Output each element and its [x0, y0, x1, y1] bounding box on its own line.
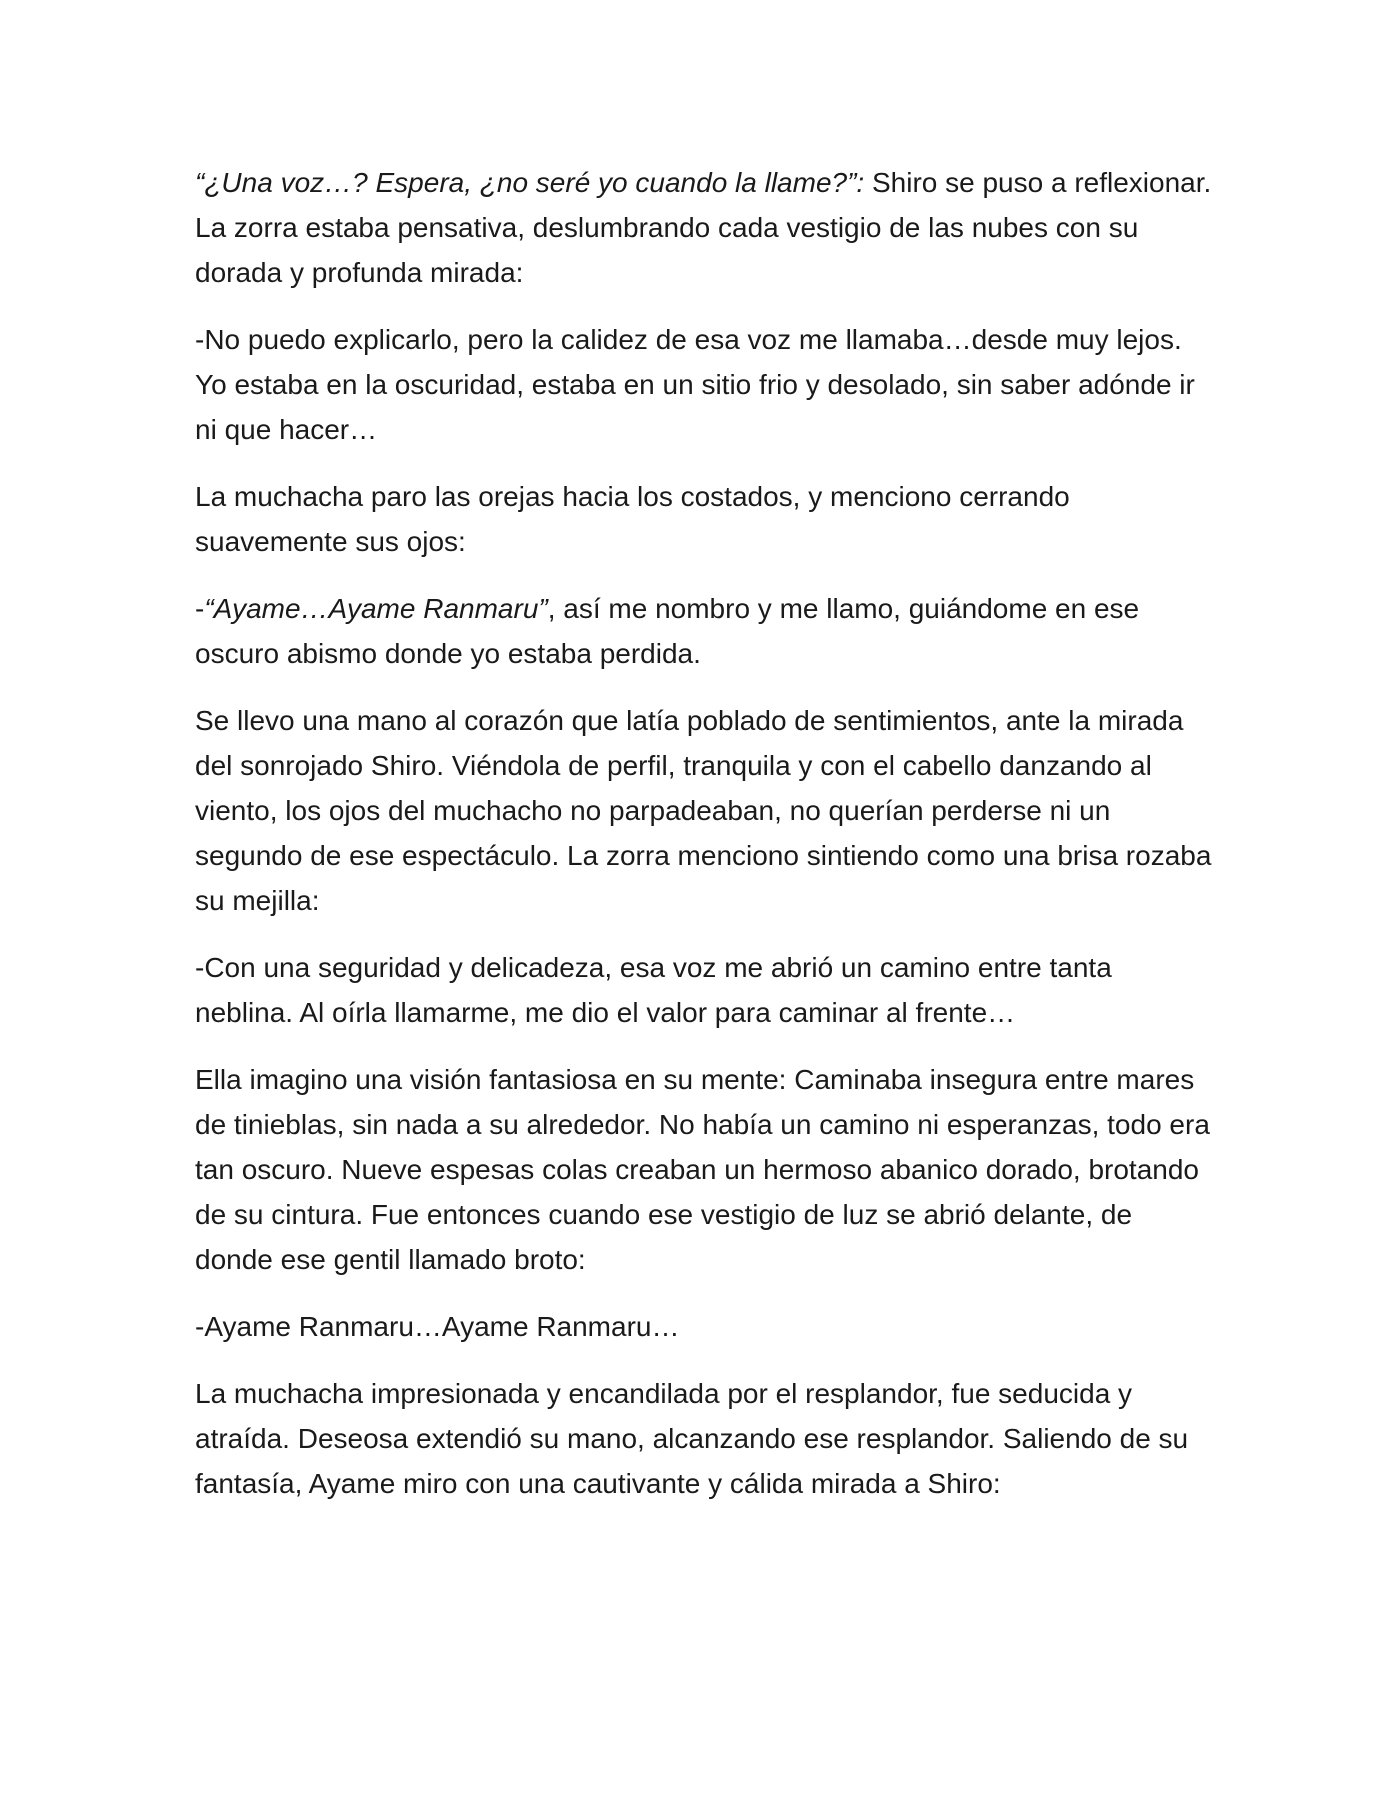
- italic-thought: “¿Una voz…? Espera, ¿no seré yo cuando la llame?”:: [195, 167, 865, 198]
- paragraph: [195, 586, 1215, 676]
- paragraph: [195, 698, 1215, 923]
- paragraph: [195, 1057, 1215, 1282]
- paragraph-text: Ella imagino una visión fantasiosa en su mente: Caminaba insegura entre mares de tinieblas, sin nada a su alrededor. No había un camino ni esperanzas, todo era tan oscuro. Nueve espesas colas creaban un hermoso abanico dorado, brotando de su cintura. Fue entonces cuando ese vestigio de luz se abrió delante, de donde ese gentil llamado broto:: [195, 1064, 1210, 1275]
- paragraph-text: Shiro se puso a reflexionar. La zorra estaba pensativa, deslumbrando cada vestigio de las nubes con su dorada y profunda mirada:: [195, 167, 1212, 288]
- paragraph: [195, 160, 1215, 295]
- paragraph: [195, 474, 1215, 564]
- italic-quote: “Ayame…Ayame Ranmaru”: [204, 593, 548, 624]
- dialogue-dash: -: [195, 593, 205, 624]
- paragraph-text: La muchacha impresionada y encandilada por el resplandor, fue seducida y atraída. Deseosa extendió su mano, alcanzando ese resplandor. Saliendo de su fantasía, Ayame miro con una cautivante y cálida mirada a Shiro:: [195, 1378, 1189, 1499]
- document-body: [195, 160, 1215, 1528]
- paragraph: [195, 1371, 1215, 1506]
- paragraph-text: -Ayame Ranmaru…Ayame Ranmaru…: [195, 1311, 680, 1342]
- paragraph-text: -No puedo explicarlo, pero la calidez de esa voz me llamaba…desde muy lejos. Yo estaba en la oscuridad, estaba en un sitio frio y desolado, sin saber adónde ir ni que hacer…: [195, 324, 1195, 445]
- paragraph-text: -Con una seguridad y delicadeza, esa voz me abrió un camino entre tanta neblina. Al oírla llamarme, me dio el valor para caminar al frente…: [195, 952, 1112, 1028]
- paragraph-text: Se llevo una mano al corazón que latía poblado de sentimientos, ante la mirada del sonrojado Shiro. Viéndola de perfil, tranquila y con el cabello danzando al viento, los ojos del muchacho no parpadeaban, no querían perderse ni un segundo de ese espectáculo. La zorra menciono sintiendo como una brisa rozaba su mejilla:: [195, 705, 1212, 916]
- paragraph: [195, 945, 1215, 1035]
- paragraph: [195, 1304, 1215, 1349]
- paragraph-text: La muchacha paro las orejas hacia los costados, y menciono cerrando suavemente sus ojos:: [195, 481, 1070, 557]
- paragraph-text: , así me nombro y me llamo, guiándome en ese oscuro abismo donde yo estaba perdida.: [195, 593, 1140, 669]
- paragraph: [195, 317, 1215, 452]
